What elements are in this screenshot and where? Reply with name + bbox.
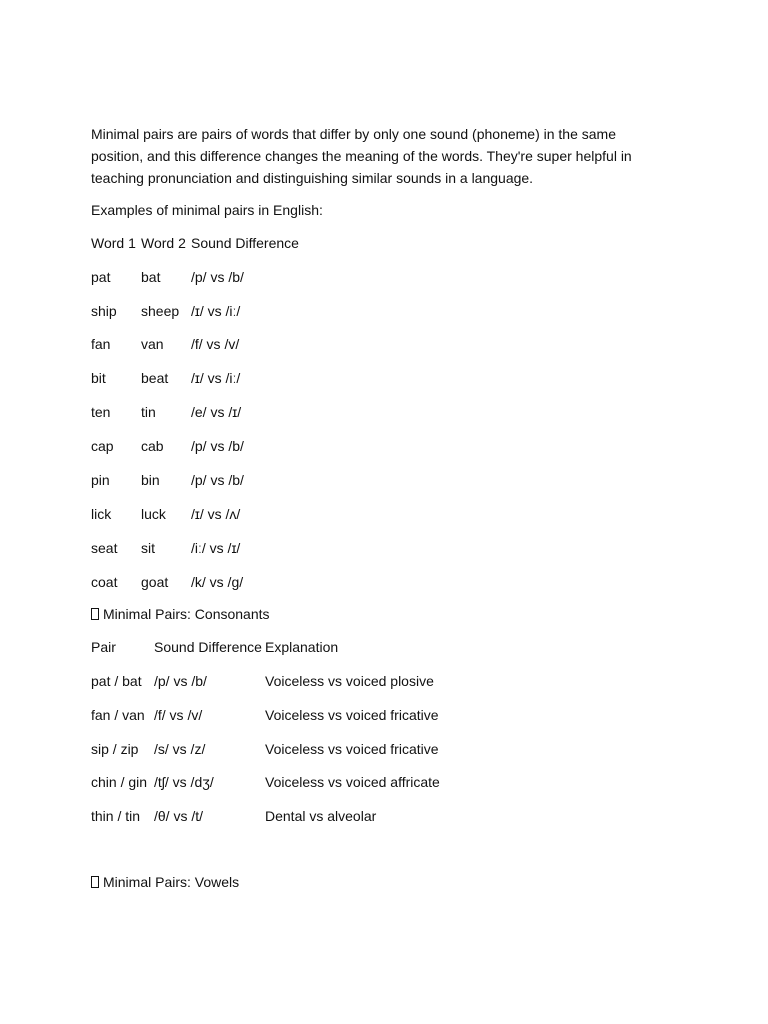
word1-cell: coat <box>91 574 118 590</box>
table-row <box>91 436 691 456</box>
word1-cell: lick <box>91 506 112 522</box>
table1-header-word2: Word 2 <box>141 235 186 251</box>
explanation-cell: Voiceless vs voiced fricative <box>265 707 439 723</box>
sound-cell: /tʃ/ vs /dʒ/ <box>154 774 214 790</box>
explanation-cell: Dental vs alveolar <box>265 808 377 824</box>
sound-cell: /ɪ/ vs /iː/ <box>191 370 241 386</box>
vowels-heading-text: Minimal Pairs: Vowels <box>103 874 240 890</box>
table-row <box>91 368 691 388</box>
table-row <box>91 470 691 490</box>
table-row <box>91 504 691 524</box>
sound-cell: /f/ vs /v/ <box>191 336 240 352</box>
consonants-heading <box>91 604 270 624</box>
word2-cell: bin <box>141 472 160 488</box>
table-row <box>91 402 691 422</box>
table2-header-sound: Sound Difference <box>154 639 262 655</box>
table1-header-sound: Sound Difference <box>191 235 299 251</box>
table-row <box>91 334 691 354</box>
word2-cell: sit <box>141 540 155 556</box>
table-row <box>91 267 691 287</box>
word1-cell: pat <box>91 269 111 285</box>
intro-paragraph: Minimal pairs are pairs of words that differ by only one sound (phoneme) in the same position, and this difference changes the meaning of the words. They're super helpful in teaching pronunciation and distinguishing similar sounds in a language. <box>91 126 632 186</box>
table-row <box>91 705 691 725</box>
sound-cell: /p/ vs /b/ <box>191 438 244 454</box>
word2-cell: sheep <box>141 303 180 319</box>
sound-cell: /p/ vs /b/ <box>191 269 244 285</box>
sound-cell: /e/ vs /ɪ/ <box>191 404 242 420</box>
table-row <box>91 301 691 321</box>
word1-cell: ship <box>91 303 117 319</box>
word1-cell: fan <box>91 336 111 352</box>
word2-cell: cab <box>141 438 164 454</box>
sound-cell: /f/ vs /v/ <box>154 707 203 723</box>
table-row <box>91 806 691 826</box>
word1-cell: cap <box>91 438 114 454</box>
sound-cell: /k/ vs /g/ <box>191 574 244 590</box>
table2-header-row <box>91 637 691 657</box>
pair-cell: sip / zip <box>91 741 139 757</box>
table1-header-row <box>91 233 691 253</box>
sound-cell: /ɪ/ vs /ʌ/ <box>191 506 241 522</box>
table-row <box>91 671 691 691</box>
sound-cell: /p/ vs /b/ <box>191 472 244 488</box>
sound-cell: /s/ vs /z/ <box>154 741 206 757</box>
word2-cell: luck <box>141 506 166 522</box>
missing-glyph-icon <box>91 608 99 620</box>
explanation-cell: Voiceless vs voiced plosive <box>265 673 434 689</box>
word2-cell: bat <box>141 269 161 285</box>
pair-cell: chin / gin <box>91 774 148 790</box>
examples-heading: Examples of minimal pairs in English: <box>91 202 323 218</box>
pair-cell: fan / van <box>91 707 145 723</box>
sound-cell: /θ/ vs /t/ <box>154 808 204 824</box>
consonants-heading-text: Minimal Pairs: Consonants <box>103 606 270 622</box>
explanation-cell: Voiceless vs voiced fricative <box>265 741 439 757</box>
sound-cell: /iː/ vs /ɪ/ <box>191 540 241 556</box>
table-row <box>91 772 691 792</box>
table2-header-pair: Pair <box>91 639 116 655</box>
table-row <box>91 572 691 592</box>
word1-cell: seat <box>91 540 118 556</box>
sound-cell: /ɪ/ vs /iː/ <box>191 303 241 319</box>
pair-cell: thin / tin <box>91 808 141 824</box>
sound-cell: /p/ vs /b/ <box>154 673 207 689</box>
word1-cell: bit <box>91 370 106 386</box>
explanation-cell: Voiceless vs voiced affricate <box>265 774 440 790</box>
table-row <box>91 739 691 759</box>
table2-header-explanation: Explanation <box>265 639 339 655</box>
word2-cell: goat <box>141 574 169 590</box>
word2-cell: tin <box>141 404 156 420</box>
pair-cell: pat / bat <box>91 673 142 689</box>
word2-cell: van <box>141 336 164 352</box>
word1-cell: pin <box>91 472 110 488</box>
word2-cell: beat <box>141 370 169 386</box>
vowels-heading <box>91 872 239 892</box>
word1-cell: ten <box>91 404 111 420</box>
table1-header-word1: Word 1 <box>91 235 136 251</box>
table-row <box>91 538 691 558</box>
missing-glyph-icon <box>91 876 99 888</box>
